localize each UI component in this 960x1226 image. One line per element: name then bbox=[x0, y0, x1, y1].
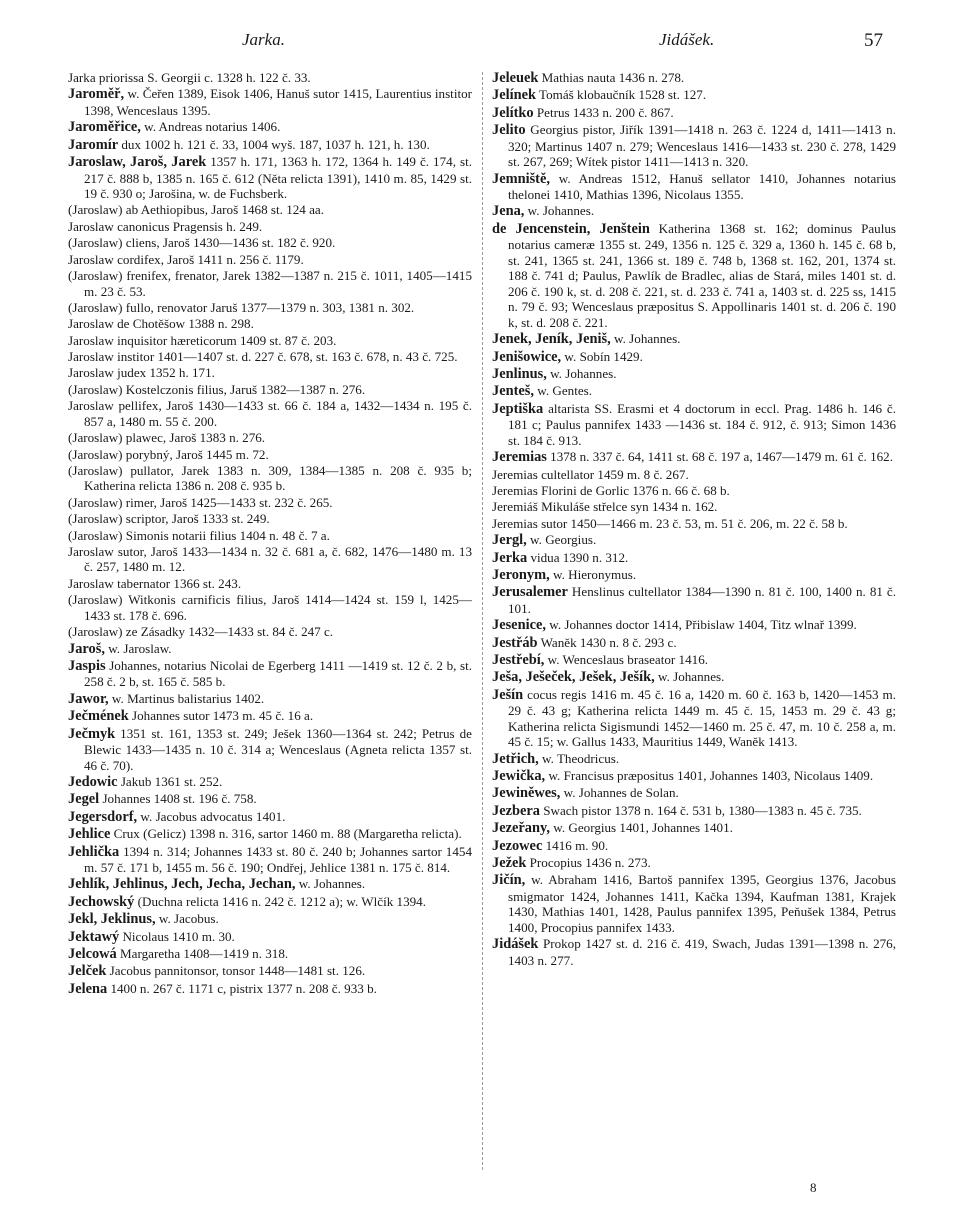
entry-text: w. Andreas 1512, Hanuš sellator 1410, Johannes notarius thelonei 1410, Mathias 1396, Nicolaus 1355. bbox=[508, 170, 896, 203]
entry-text: (Jaroslaw) Kostelczonis filius, Jaruš 1382—1387 n. 276. bbox=[68, 381, 366, 397]
entry-headword: Jawor, bbox=[68, 690, 109, 707]
index-entry bbox=[492, 401, 896, 449]
index-entry bbox=[492, 687, 896, 750]
entry-text: dux 1002 h. 121 č. 33, 1004 wyš. 187, 1037 h. 121, h. 130. bbox=[118, 136, 430, 152]
entry-text: (Jaroslaw) Simonis notarii filius 1404 n. 48 č. 7 a. bbox=[68, 527, 330, 543]
left-column bbox=[68, 70, 472, 998]
entry-text: Henslinus cultellator 1384—1390 n. 81 č. 100, 1400 n. 81 č. 101. bbox=[508, 584, 896, 616]
entry-text: Jeremias sutor 1450—1466 m. 23 č. 53, m. 51 č. 206, m. 22 č. 58 b. bbox=[492, 515, 848, 531]
entry-text: 1357 h. 171, 1363 h. 172, 1364 h. 149 č. 174, st. 217 č. 888 b, 1385 n. 165 č. 612 (Něta relicta 1391), 1410 m. 85, 1429 st. 19 č. 930 o; Jarošina, w. de Fuchsberk. bbox=[84, 154, 472, 202]
entry-text: w. Abraham 1416, Bartoš pannifex 1395, Georgius 1376, Jacobus smigmator 1424, Johannes 1411, Kačka 1394, Kaufman 1381, Krajek 1430, Mathias 1401, 1428, Paulus pannifex 1395, Peňušek 1384, Petrus 1400, Procopius pannifex 1433. bbox=[508, 872, 896, 935]
entry-text: Waněk 1430 n. 8 č. 293 c. bbox=[537, 634, 677, 650]
running-head-left: Jarka. bbox=[242, 30, 285, 49]
entry-text: Mathias nauta 1436 n. 278. bbox=[538, 70, 685, 85]
index-entry bbox=[68, 137, 472, 154]
entry-headword: Jegel bbox=[68, 791, 100, 808]
index-entry bbox=[492, 751, 896, 768]
entry-text: Jacobus pannitonsor, tonsor 1448—1481 st. 126. bbox=[106, 963, 366, 979]
index-entry bbox=[492, 669, 896, 686]
entry-headword: Jesenice, bbox=[492, 617, 546, 634]
index-entry bbox=[492, 532, 896, 549]
index-entry bbox=[68, 70, 472, 86]
entry-text: (Jaroslaw) Witkonis carnificis filius, Jaroš 1414—1424 st. 159 l, 1425—1433 st. 178 č. 696. bbox=[68, 592, 472, 623]
index-entry bbox=[68, 876, 472, 893]
entry-text: Georgius pistor, Jiřík 1391—1418 n. 263 č. 1224 d, 1411—1413 n. 320; Martinus 1407 n. 279; Wenceslaus 1416—1433 st. 230 č. 278, 1429 st. 267, 269; Wítek pistor 1411—1413 n. 320. bbox=[508, 122, 896, 170]
entry-headword: Jechowský bbox=[68, 893, 135, 910]
entry-headword: Jena, bbox=[492, 203, 525, 220]
index-entry bbox=[68, 154, 472, 202]
page-header bbox=[0, 0, 960, 70]
entry-text: w. Čeřen 1389, Eisok 1406, Hanuš sutor 1415, Laurentius institor 1398, Wenceslaus 1395. bbox=[84, 86, 472, 118]
entry-text: Swach pistor 1378 n. 164 č. 531 b, 1380—1383 n. 45 č. 735. bbox=[539, 802, 862, 818]
entry-headword: Jičín, bbox=[492, 872, 526, 889]
index-entry bbox=[68, 658, 472, 690]
entry-headword: Jelítko bbox=[492, 104, 534, 121]
index-entry bbox=[492, 331, 896, 348]
entry-headword: Jenlinus, bbox=[492, 366, 547, 383]
entry-headword: Jerusalemer bbox=[492, 584, 568, 601]
entry-text: Margaretha 1408—1419 n. 318. bbox=[116, 946, 289, 962]
index-entry bbox=[68, 963, 472, 980]
entry-headword: Jenteš, bbox=[492, 383, 534, 400]
entry-headword: Jelínek bbox=[492, 87, 536, 104]
entry-text: (Jaroslaw) ze Zásadky 1432—1433 st. 84 č. 247 c. bbox=[68, 624, 334, 640]
index-entry bbox=[492, 516, 896, 532]
index-entry bbox=[492, 70, 896, 87]
index-entry bbox=[492, 366, 896, 383]
entry-headword: de Jencenstein, Jenštein bbox=[492, 220, 650, 237]
index-entry bbox=[492, 584, 896, 616]
index-entry bbox=[492, 449, 896, 466]
signature-mark: 8 bbox=[810, 1180, 817, 1195]
entry-text: Jaroslaw de Chotěšow 1388 n. 298. bbox=[68, 316, 254, 332]
entry-text: Katherina 1368 st. 162; dominus Paulus notarius cameræ 1355 st. 249, 1356 n. 125 č. 329 a, 1360 h. 145 č. 68 b, st. 241, 1365 st. 241, 1366 st. 189 č. 748 b, 1368 st. 162, 201, 1374 st. 188 č. 741 d; Paulus, Pawlík de Bradlec, alias de Stará, miles 1401 st. d. 206 č. 190 k, st. d. 208 č. 221, st. d. 233 č. 741 a, 1403 st. d. 225 ss, 1415 n. 79 č. 93; Wenceslaus præpositus S. Appollinaris 1401 st. d. 206 č. 190 k, st. d. 208 č. 221. bbox=[508, 220, 897, 330]
entry-text: (Jaroslaw) rimer, Jaroš 1425—1433 st. 232 č. 265. bbox=[68, 494, 333, 510]
entry-text: w. Johannes. bbox=[524, 203, 595, 219]
index-entry bbox=[68, 576, 472, 592]
index-entry bbox=[68, 365, 472, 381]
index-entry bbox=[492, 87, 896, 104]
index-entry bbox=[68, 826, 472, 843]
entry-headword: Jaromír bbox=[68, 136, 119, 153]
index-entry bbox=[68, 624, 472, 640]
index-entry bbox=[492, 635, 896, 652]
entry-text: w. Sobín 1429. bbox=[561, 348, 643, 364]
entry-text: Jeremias Florini de Gorlic 1376 n. 66 č. 68 b. bbox=[492, 482, 730, 498]
entry-text: w. Johannes doctor 1414, Přibislaw 1404, Titz wlnař 1399. bbox=[545, 617, 857, 633]
entry-text: Petrus 1433 n. 200 č. 867. bbox=[533, 104, 674, 120]
index-entry bbox=[68, 981, 472, 998]
index-entry bbox=[492, 617, 896, 634]
entry-text: 1400 n. 267 č. 1171 c, pistrix 1377 n. 208 č. 933 b. bbox=[107, 980, 377, 996]
index-entry bbox=[492, 122, 896, 170]
entry-headword: Jekl, Jeklinus, bbox=[68, 911, 156, 928]
index-entry bbox=[68, 894, 472, 911]
index-entry bbox=[68, 252, 472, 268]
entry-headword: Jetřich, bbox=[492, 750, 539, 767]
index-entry bbox=[492, 855, 896, 872]
entry-text: Nicolaus 1410 m. 30. bbox=[119, 928, 235, 944]
entry-headword: Jelček bbox=[68, 963, 107, 980]
entry-text: Johannes, notarius Nicolai de Egerberg 1411 —1419 st. 12 č. 2 b, st. 258 č. 2 b, st. 165 č. 585 b. bbox=[84, 657, 472, 690]
entry-text: 1351 st. 161, 1353 st. 249; Ješek 1360—1364 st. 242; Petrus de Blewic 1433—1435 n. 10 č. 314 a; Wenceslaus (Agneta relicta 1357 st. 46 č. 70). bbox=[84, 725, 472, 773]
entry-text: w. Wenceslaus braseator 1416. bbox=[544, 651, 709, 667]
index-entry bbox=[68, 791, 472, 808]
entry-headword: Jeptiška bbox=[492, 400, 544, 417]
index-entry bbox=[492, 499, 896, 515]
index-entry bbox=[68, 691, 472, 708]
index-entry bbox=[492, 936, 896, 968]
entry-headword: Jestřáb bbox=[492, 634, 538, 651]
entry-text: (Jaroslaw) porybný, Jaroš 1445 m. 72. bbox=[68, 446, 269, 462]
index-entry bbox=[68, 119, 472, 136]
index-entry bbox=[68, 774, 472, 791]
entry-text: w. Johannes. bbox=[654, 669, 725, 685]
index-entry bbox=[68, 447, 472, 463]
entry-text: Jaroslaw pellifex, Jaroš 1430—1433 st. 66 č. 184 a, 1432—1434 n. 195 č. 857 a, 1480 m. 55 č. 200. bbox=[68, 398, 472, 429]
entry-text: (Jaroslaw) fullo, renovator Jaruš 1377—1379 n. 303, 1381 n. 302. bbox=[68, 299, 415, 315]
index-entry bbox=[492, 838, 896, 855]
entry-headword: Jektawý bbox=[68, 928, 120, 945]
index-entry bbox=[68, 235, 472, 251]
entry-headword: Jaroměř, bbox=[68, 86, 125, 103]
entry-text: Tomáš klobaučník 1528 st. 127. bbox=[535, 87, 707, 103]
entry-headword: Jaroš, bbox=[68, 640, 105, 657]
entry-headword: Ježek bbox=[492, 855, 527, 871]
entry-text: w. Johannes. bbox=[610, 331, 681, 347]
entry-text: Jaroslaw tabernator 1366 st. 243. bbox=[68, 575, 242, 591]
entry-headword: Jezowec bbox=[492, 837, 543, 854]
index-entry bbox=[492, 567, 896, 584]
entry-headword: Jedowic bbox=[68, 774, 118, 790]
index-entry bbox=[68, 333, 472, 349]
entry-text: 1416 m. 90. bbox=[542, 837, 609, 853]
index-entry bbox=[492, 171, 896, 203]
index-entry bbox=[68, 398, 472, 429]
entry-text: w. Gentes. bbox=[533, 383, 593, 399]
entry-text: w. Jacobus advocatus 1401. bbox=[137, 808, 286, 824]
entry-headword: Jidášek bbox=[492, 936, 539, 953]
index-entry bbox=[68, 495, 472, 511]
index-entry bbox=[492, 349, 896, 366]
page-number: 57 bbox=[864, 30, 883, 51]
index-entry bbox=[68, 430, 472, 446]
entry-text: w. Andreas notarius 1406. bbox=[140, 119, 281, 135]
column-divider bbox=[482, 72, 483, 1170]
entry-headword: Jelito bbox=[492, 122, 526, 139]
index-entry bbox=[68, 268, 472, 299]
entry-text: vidua 1390 n. 312. bbox=[527, 549, 629, 565]
index-entry bbox=[68, 86, 472, 118]
index-entry bbox=[492, 105, 896, 122]
entry-text: 1394 n. 314; Johannes 1433 st. 80 č. 240 b; Johannes sartor 1454 m. 57 č. 171 b, 1455 m. 56 č. 190; Ondřej, Jehlice 1381 n. 175 č. 814. bbox=[84, 843, 472, 876]
index-entry bbox=[492, 872, 896, 935]
entry-text: Johannes 1408 st. 196 č. 758. bbox=[99, 791, 257, 807]
entry-headword: Jeleuek bbox=[492, 70, 539, 86]
entry-text: w. Georgius. bbox=[526, 532, 597, 548]
entry-headword: Jegersdorf, bbox=[68, 808, 138, 825]
index-entry bbox=[68, 382, 472, 398]
entry-text: w. Martinus balistarius 1402. bbox=[108, 690, 265, 706]
entry-headword: Jelena bbox=[68, 980, 108, 997]
entry-text: w. Johannes de Solan. bbox=[560, 785, 679, 801]
entry-headword: Jerka bbox=[492, 549, 528, 566]
index-entry bbox=[68, 911, 472, 928]
index-entry bbox=[492, 768, 896, 785]
index-entry bbox=[68, 528, 472, 544]
index-entry bbox=[492, 550, 896, 567]
entry-text: (Jaroslaw) scriptor, Jaroš 1333 st. 249. bbox=[68, 511, 270, 527]
entry-text: w. Johannes. bbox=[295, 876, 366, 892]
entry-headword: Jezeřany, bbox=[492, 820, 550, 837]
entry-headword: Jeremias bbox=[492, 449, 547, 466]
index-entry bbox=[68, 809, 472, 826]
entry-text: w. Theodricus. bbox=[538, 750, 620, 766]
entry-text: Jakub 1361 st. 252. bbox=[117, 774, 223, 789]
entry-headword: Jemniště, bbox=[492, 170, 550, 187]
entry-text: 1378 n. 337 č. 64, 1411 st. 68 č. 197 a, 1467—1479 m. 61 č. 162. bbox=[546, 449, 893, 465]
entry-text: Jaroslaw cordifex, Jaroš 1411 n. 256 č. 1179. bbox=[68, 251, 304, 267]
index-entry bbox=[68, 202, 472, 218]
entry-headword: Jenek, Jeník, Jeniš, bbox=[492, 331, 611, 348]
entry-headword: Jergl, bbox=[492, 532, 527, 549]
entry-headword: Jaspis bbox=[68, 657, 106, 674]
right-column bbox=[492, 70, 896, 969]
entry-text: (Jaroslaw) pullator, Jarek 1383 n. 309, 1384—1385 n. 208 č. 935 b; Katherina relicta 1386 n. 208 č. 935 b. bbox=[68, 462, 472, 494]
entry-text: Jaroslaw sutor, Jaroš 1433—1434 n. 32 č. 681 a, č. 682, 1476—1480 m. 13 č. 257, 1480 m. 12. bbox=[68, 543, 472, 575]
entry-text: w. Hieronymus. bbox=[549, 566, 637, 582]
entry-text: (Duchna relicta 1416 n. 242 č. 1212 a); w. Wlčík 1394. bbox=[134, 893, 426, 909]
index-entry bbox=[68, 929, 472, 946]
index-entry bbox=[68, 316, 472, 332]
entry-text: w. Johannes. bbox=[546, 366, 617, 382]
entry-text: (Jaroslaw) frenifex, frenator, Jarek 1382—1387 n. 215 č. 1011, 1405—1415 m. 23 č. 53. bbox=[68, 268, 472, 299]
entry-text: altarista SS. Erasmi et 4 doctorum in eccl. Prag. 1486 h. 146 č. 181 c; Paulus pannifex 1433 —1436 st. 184 č. 912, č. 913; Simon 1436 st. 184 č. 913. bbox=[508, 400, 896, 448]
entry-headword: Jezbera bbox=[492, 802, 540, 819]
entry-text: Jeremias cultellator 1459 m. 8 č. 267. bbox=[492, 466, 689, 482]
index-entry bbox=[68, 219, 472, 235]
index-entry bbox=[68, 726, 472, 774]
entry-headword: Jestřebí, bbox=[492, 651, 545, 668]
index-entry bbox=[492, 203, 896, 220]
entry-headword: Jehlík, Jehlinus, Jech, Jecha, Jechan, bbox=[68, 876, 296, 893]
entry-text: Prokop 1427 st. d. 216 č. 419, Swach, Judas 1391—1398 n. 276, 1403 n. 277. bbox=[508, 936, 896, 968]
entry-text: w. Francisus præpositus 1401, Johannes 1403, Nicolaus 1409. bbox=[545, 768, 874, 784]
entry-text: Johannes sutor 1473 m. 45 č. 16 a. bbox=[128, 708, 314, 724]
entry-headword: Jewiněwes, bbox=[492, 785, 561, 802]
entry-text: Jeremiáš Mikuláše střelce syn 1434 n. 162. bbox=[492, 499, 718, 515]
entry-text: w. Jacobus. bbox=[155, 911, 219, 927]
index-entry bbox=[68, 349, 472, 365]
entry-headword: Jaroslaw, Jaroš, Jarek bbox=[68, 154, 207, 171]
entry-headword: Jewička, bbox=[492, 768, 546, 785]
entry-headword: Jaroměřice, bbox=[68, 119, 141, 136]
entry-headword: Jehlička bbox=[68, 843, 120, 860]
entry-text: (Jaroslaw) cliens, Jaroš 1430—1436 st. 182 č. 920. bbox=[68, 235, 336, 251]
index-entry bbox=[492, 652, 896, 669]
entry-text: Jaroslaw inquisitor hæreticorum 1409 st. 87 č. 203. bbox=[68, 332, 337, 348]
entry-headword: Jeronym, bbox=[492, 566, 550, 583]
index-entry bbox=[492, 820, 896, 837]
entry-headword: Jenišowice, bbox=[492, 348, 562, 365]
entry-headword: Jehlice bbox=[68, 826, 111, 843]
entry-headword: Ješa, Ješeček, Ješek, Ješík, bbox=[492, 669, 655, 686]
entry-text: Jaroslaw canonicus Pragensis h. 249. bbox=[68, 218, 263, 234]
index-entry bbox=[68, 641, 472, 658]
entry-headword: Jelcowá bbox=[68, 946, 117, 963]
entry-text: w. Georgius 1401, Johannes 1401. bbox=[549, 820, 733, 836]
entry-text: (Jaroslaw) plawec, Jaroš 1383 n. 276. bbox=[68, 430, 266, 446]
entry-text: Jaroslaw judex 1352 h. 171. bbox=[68, 365, 215, 381]
index-entry bbox=[68, 946, 472, 963]
index-entry bbox=[492, 221, 896, 331]
entry-headword: Ješín bbox=[492, 686, 524, 703]
entry-text: w. Jaroslaw. bbox=[104, 640, 172, 656]
index-entry bbox=[68, 844, 472, 876]
index-entry bbox=[68, 463, 472, 494]
index-entry bbox=[492, 785, 896, 802]
entry-headword: Ječmének bbox=[68, 708, 129, 725]
index-entry bbox=[492, 483, 896, 499]
index-entry bbox=[492, 383, 896, 400]
running-head-right: Jidášek. bbox=[659, 30, 715, 49]
index-entry bbox=[68, 544, 472, 575]
entry-text: cocus regis 1416 m. 45 č. 16 a, 1420 m. 60 č. 163 b, 1420—1453 m. 29 č. 43 g; Katherina relicta 1449 m. 45 č. 15, 1453 m. 29 č. 43 g; Katherina relicta Sigismundi 1452—1460 m. 25 č. 47, m. 10 č. 258 a, m. 45 č. 15; w. Gallus 1433, Mauritius 1449, Waněk 1413. bbox=[508, 686, 896, 750]
index-entry bbox=[68, 511, 472, 527]
entry-text: Jarka priorissa S. Georgii c. 1328 h. 122 č. 33. bbox=[68, 70, 311, 85]
entry-text: Crux (Gelicz) 1398 n. 316, sartor 1460 m. 88 (Margaretha relicta). bbox=[110, 826, 462, 842]
entry-text: (Jaroslaw) ab Aethiopibus, Jaroš 1468 st. 124 aa. bbox=[68, 202, 325, 218]
entry-headword: Ječmyk bbox=[68, 725, 116, 742]
index-entry bbox=[68, 708, 472, 725]
index-entry bbox=[492, 467, 896, 483]
index-entry bbox=[68, 300, 472, 316]
index-entry bbox=[68, 592, 472, 623]
entry-text: Procopius 1436 n. 273. bbox=[526, 855, 651, 870]
index-entry bbox=[492, 803, 896, 820]
entry-text: Jaroslaw institor 1401—1407 st. d. 227 č. 678, st. 163 č. 678, n. 43 č. 725. bbox=[68, 349, 458, 365]
